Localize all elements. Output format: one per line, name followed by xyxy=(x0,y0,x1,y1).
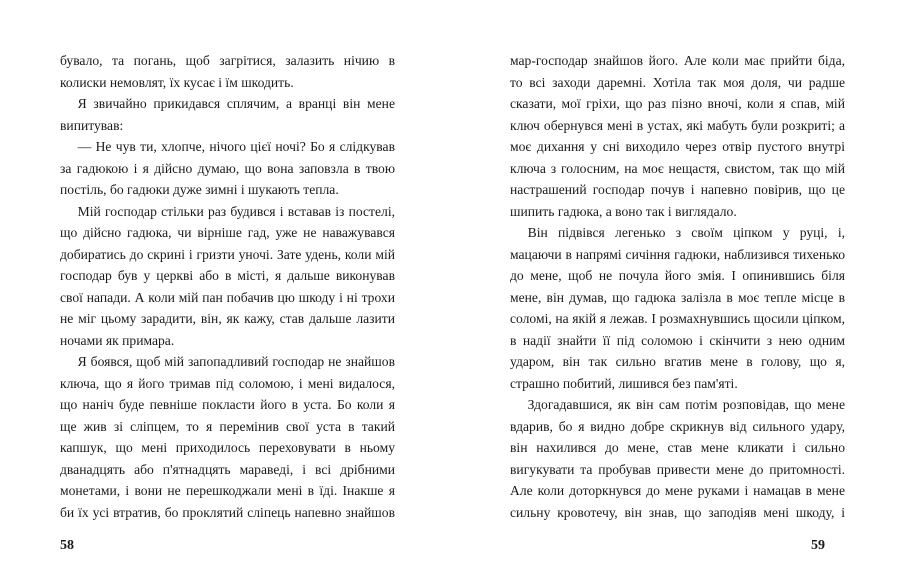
left-paragraph-1: бувало, та погань, щоб загрітися, залазить нічию в колиски немовлят, їх кусає і їм шкодить. xyxy=(60,53,395,90)
left-paragraph-3: — Не чув ти, хлопче, нічого цієї ночі? Бо я слідкував за гадюкою і я дійсно думаю, що вона заповзла в твою постіль, бо гадюки дуже зимні і шукають тепла. xyxy=(60,139,395,197)
left-paragraph-4: Мій господар стільки раз будився і вставав із постелі, що дійсно гадюка, чи вірніше гад, уже не наважувався добиратись до скрині і гризти уночі. Зате удень, коли мій господар був у церкві або в місті, я дальше виконував свої напади. А коли мій пан побачив цю шкоду і ні трохи не міг цьому зарадити, він, як кажу, став дальше лазити ночами як примара. xyxy=(60,203,395,348)
right-paragraph-2: Він підвівся легенько з своїм ціпком у руці, і, мацаючи в напрямі сичіння гадюки, наблизився тихенько до мене, щоб не почула його змія. І опинившись біля мене, він думав, що гадюка залізла в моє тепле місце в соломі, на якій я лежав. І розмахнувшись щосили ціпком, в надії знайти її під соломою і скінчити з нею одним ударом, він так сильно вгатив мене в голову, що я, страшно побитий, лишився без пам'яті. xyxy=(510,225,845,391)
right-paragraph-1: мар-господар знайшов його. Але коли має прийти біда, то всі заходи даремні. Хотіла так моя доля, чи радше сказати, мої гріхи, що раз пізно вночі, коли я спав, мій ключ обернувся мені в устах, які мабуть були розкриті; а моє дихання у сні виходило через отвір пустого внутрі ключа з голосним, на моє нещастя, свистом, так що мій настрашений господар почув і напевно повірив, що це шипить гадюка, а воно так і виглядало. xyxy=(510,53,845,219)
left-paragraph-2: Я звичайно прикидався сплячим, а вранці він мене випитував: xyxy=(60,96,395,133)
right-page-number: 59 xyxy=(811,538,825,553)
right-paragraph-3: Здогадавшися, як він сам потім розповідав, що мене вдарив, бо я видно добре скрикнув від сильного удару, він нахилився до мене, став мене кликати і сильно вигукувати та пробував привести мене до притомності. Але коли доторкнувся до мене руками і намацав в мене сильну кровотечу, він знав, що заподіяв мені шкоду, і xyxy=(510,397,845,520)
right-page xyxy=(510,50,845,520)
left-page xyxy=(60,50,395,520)
left-page-number: 58 xyxy=(60,538,74,553)
left-paragraph-5: Я боявся, щоб мій запопадливий господар не знайшов ключа, що я його тримав під соломою, і мені видалося, що наніч буде певніше покласти його в уста. Бо коли я ще жив зі сліпцем, то я перемінив свої уста в такий капшук, що мені приходилось переховувати в ньому дванадцять або п'ятнадцять мараведі, і всі дрібними монетами, і вони не перешкоджали мені в їді. Інакше я би їх усі втратив, бо проклятий сліпець напевно знайшов xyxy=(60,354,395,520)
